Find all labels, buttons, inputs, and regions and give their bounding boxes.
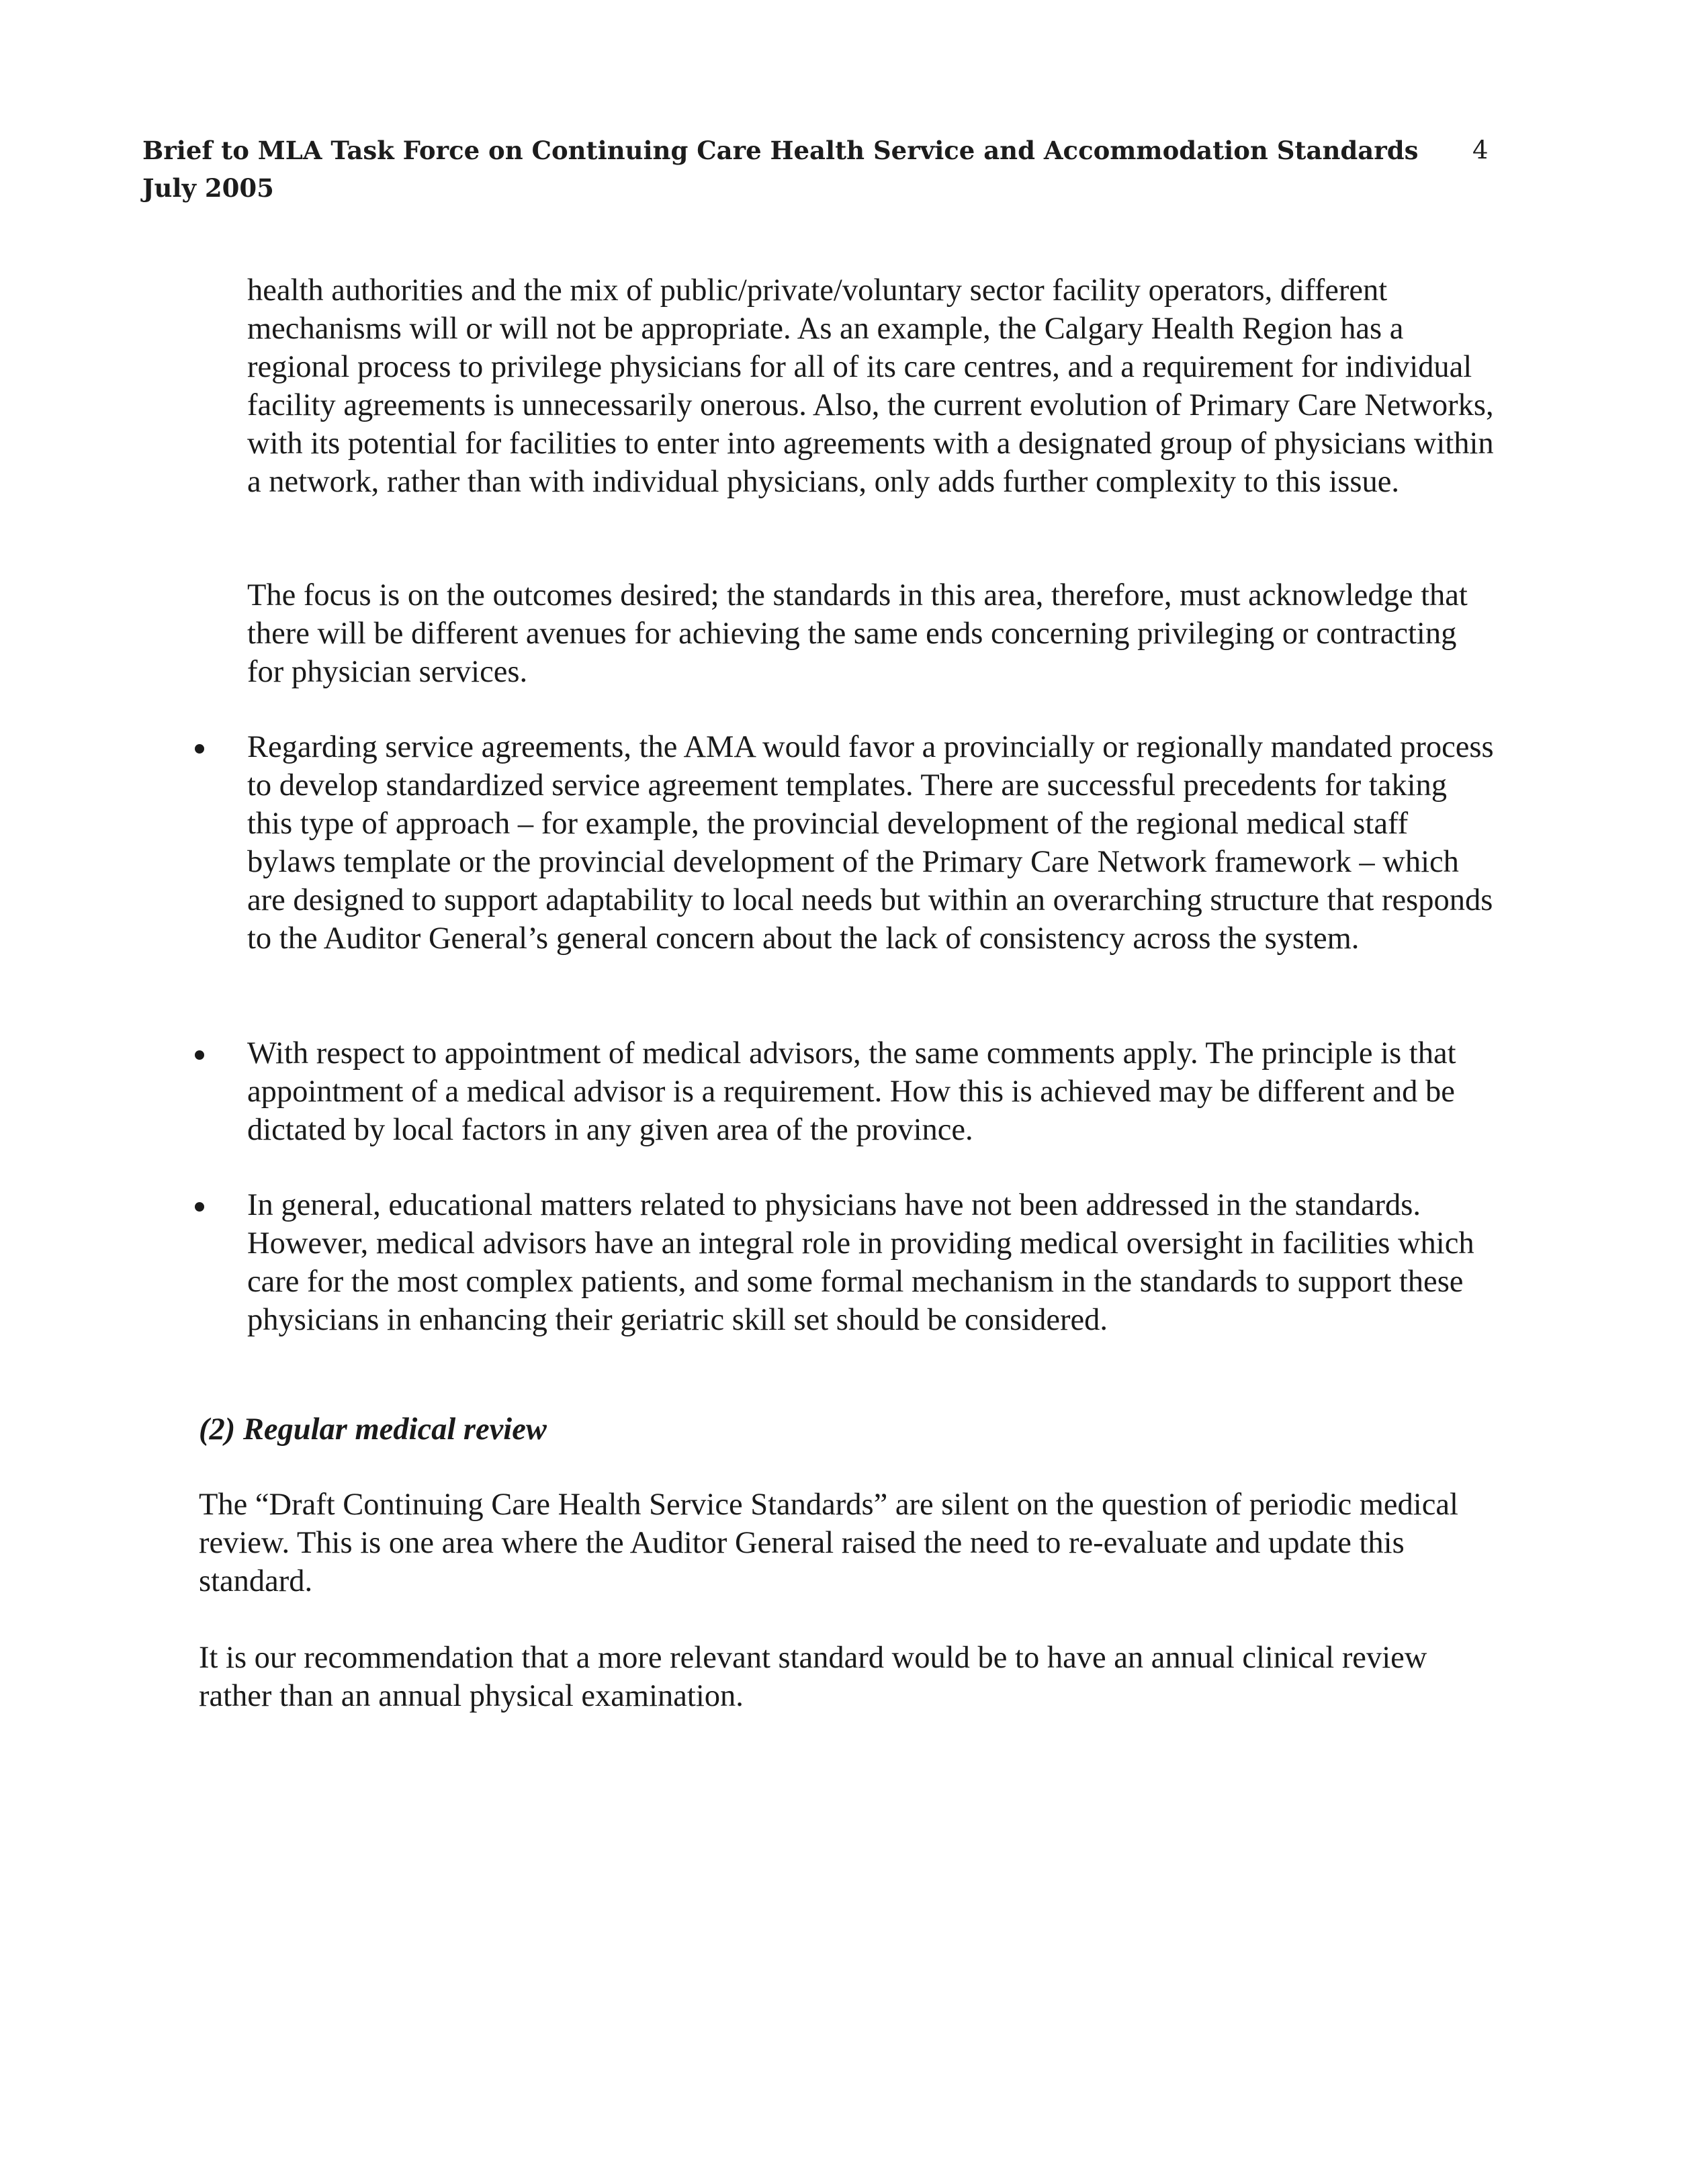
section-heading-regular-medical-review: (2) Regular medical review [199, 1412, 547, 1447]
bullet-icon [195, 1050, 204, 1060]
header-date: July 2005 [142, 173, 274, 203]
paragraph-text: It is our recommendation that a more relevant standard would be to have an annual clinical review rather than an annual physical examination. [199, 1641, 1427, 1713]
bullet-item-educational-matters [247, 1186, 1497, 1339]
header-title: Brief to MLA Task Force on Continuing Care Health Service and Accommodation Standards [142, 136, 1419, 165]
paragraph-text: health authorities and the mix of public/private/voluntary sector facility operators, different mechanisms will or will not be appropriate. As an example, the Calgary Health Region has a regional process to privilege physicians for all of its care centres, and a requirement for individual facility agreements is unnecessarily onerous. Also, the current evolution of Primary Care Networks, with its potential for facilities to enter into agreements with a designated group of physicians within a network, rather than with individual physicians, only adds further complexity to this issue. [247, 273, 1494, 499]
bullet-text: In general, educational matters related to physicians have not been addressed in the standards. However, medical advisors have an integral role in providing medical oversight in facilities which care for the most complex patients, and some formal mechanism in the standards to support these physicians in enhancing their geriatric skill set should be considered. [247, 1188, 1474, 1337]
paragraph-recommendation [199, 1639, 1497, 1715]
document-header [142, 132, 1419, 207]
bullet-item-medical-advisors [247, 1034, 1497, 1149]
paragraph-draft-standards [199, 1486, 1497, 1600]
bullet-text: Regarding service agreements, the AMA would favor a provincially or regionally mandated process to develop standardized service agreement templates. There are successful precedents for taking this type of approach – for example, the provincial development of the regional medical staff bylaws template or the provincial development of the Primary Care Network framework – which are designed to support adaptability to local needs but within an overarching structure that responds to the Auditor General’s general concern about the lack of consistency across the system. [247, 730, 1494, 956]
paragraph-privileging-mechanisms [247, 271, 1497, 501]
paragraph-text: The “Draft Continuing Care Health Service Standards” are silent on the question of periodic medical review. This is one area where the Auditor General raised the need to re-evaluate and update this standard. [199, 1488, 1458, 1598]
bullet-icon [195, 744, 204, 754]
bullet-text: With respect to appointment of medical advisors, the same comments apply. The principle is that appointment of a medical advisor is a requirement. How this is achieved may be different and be dictated by local factors in any given area of the province. [247, 1036, 1456, 1147]
page-number: 4 [1472, 136, 1489, 165]
bullet-icon [195, 1202, 204, 1212]
paragraph-focus-outcomes [247, 576, 1497, 691]
paragraph-text: The focus is on the outcomes desired; the standards in this area, therefore, must acknowledge that there will be different avenues for achieving the same ends concerning privileging or contracting for physician services. [247, 578, 1468, 689]
bullet-item-service-agreements [247, 728, 1497, 958]
